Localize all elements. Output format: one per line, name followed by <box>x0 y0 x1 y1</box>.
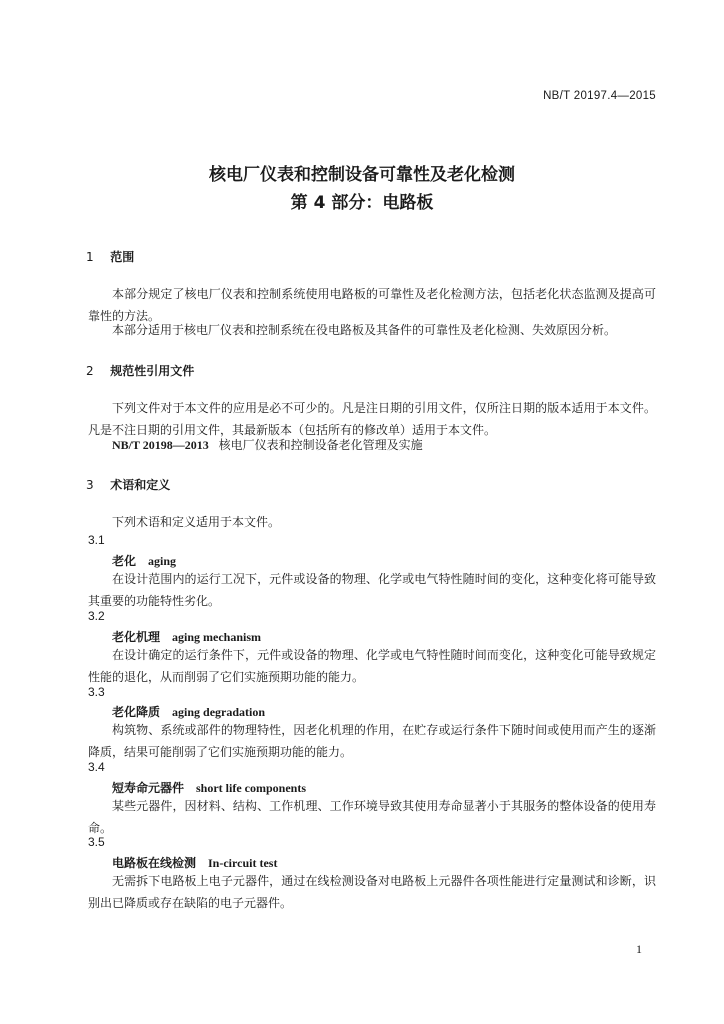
term-heading <box>112 854 277 871</box>
reference-title: 核电厂仪表和控制设备老化管理及实施 <box>218 438 423 452</box>
term-heading <box>112 779 306 796</box>
term-zh: 老化机理 <box>112 630 161 644</box>
paragraph: 下列文件对于本文件的应用是必不可少的。凡是注日期的引用文件，仅所注日期的版本适用于本文件。凡是不注日期的引用文件，其最新版本（包括所有的修改单）适用于本文件。 <box>88 401 656 437</box>
document-title-line1: 核电厂仪表和控制设备可靠性及老化检测 <box>209 165 515 185</box>
term-heading <box>112 628 261 645</box>
term-en: aging <box>148 554 177 568</box>
section-heading-terms <box>86 476 170 493</box>
section-number: 3 <box>86 478 94 492</box>
term-en: aging mechanism <box>172 630 262 644</box>
term-zh: 老化降质 <box>112 705 161 719</box>
paragraph: 本部分适用于核电厂仪表和控制系统在役电路板及其备件的可靠性及老化检测、失效原因分析。 <box>112 323 617 337</box>
reference-code: NB/T 20198—2013 <box>112 438 209 452</box>
section-heading-normative-references <box>86 362 194 379</box>
paragraph: 本部分规定了核电厂仪表和控制系统使用电路板的可靠性及老化检测方法，包括老化状态监测及提高可靠性的方法。 <box>88 287 656 323</box>
terms-intro: 下列术语和定义适用于本文件。 <box>112 515 281 529</box>
section-number: 2 <box>86 364 94 378</box>
term-heading <box>112 703 265 720</box>
term-en: In-circuit test <box>208 856 278 870</box>
clause-number: 3.5 <box>88 835 105 849</box>
section-number: 1 <box>86 250 94 264</box>
term-zh: 短寿命元器件 <box>112 781 185 795</box>
term-zh: 电路板在线检测 <box>112 856 197 870</box>
clause-number: 3.3 <box>88 685 105 699</box>
clause-number: 3.1 <box>88 533 105 547</box>
term-heading <box>112 552 176 569</box>
section-title: 术语和定义 <box>110 478 171 492</box>
normative-reference <box>112 436 423 453</box>
standard-code: NB/T 20197.4—2015 <box>543 90 656 102</box>
document-title-line2: 第 4 部分：电路板 <box>290 193 434 213</box>
term-en: short life components <box>196 781 307 795</box>
clause-number: 3.4 <box>88 760 105 774</box>
term-definition: 在设计确定的运行条件下，元件或设备的物理、化学或电气特性随时间而变化，这种变化可能导致规定性能的退化，从而削弱了它们实施预期功能的能力。 <box>88 648 656 684</box>
term-definition: 无需拆下电路板上电子元器件，通过在线检测设备对电路板上元器件各项性能进行定量测试和诊断，识别出已降质或存在缺陷的电子元器件。 <box>88 874 656 910</box>
term-definition: 构筑物、系统或部件的物理特性，因老化机理的作用，在贮存或运行条件下随时间或使用而产生的逐渐降质，结果可能削弱了它们实施预期功能的能力。 <box>88 723 656 759</box>
term-zh: 老化 <box>112 554 137 568</box>
clause-number: 3.2 <box>88 609 105 623</box>
section-heading-scope <box>86 248 134 265</box>
page-number: 1 <box>636 942 642 956</box>
section-title: 规范性引用文件 <box>110 364 195 378</box>
term-definition: 某些元器件，因材料、结构、工作机理、工作环境导致其使用寿命显著小于其服务的整体设备的使用寿命。 <box>88 799 656 835</box>
section-title: 范围 <box>110 250 135 264</box>
term-en: aging degradation <box>172 705 266 719</box>
term-definition: 在设计范围内的运行工况下，元件或设备的物理、化学或电气特性随时间的变化，这种变化将可能导致其重要的功能特性劣化。 <box>88 572 656 608</box>
